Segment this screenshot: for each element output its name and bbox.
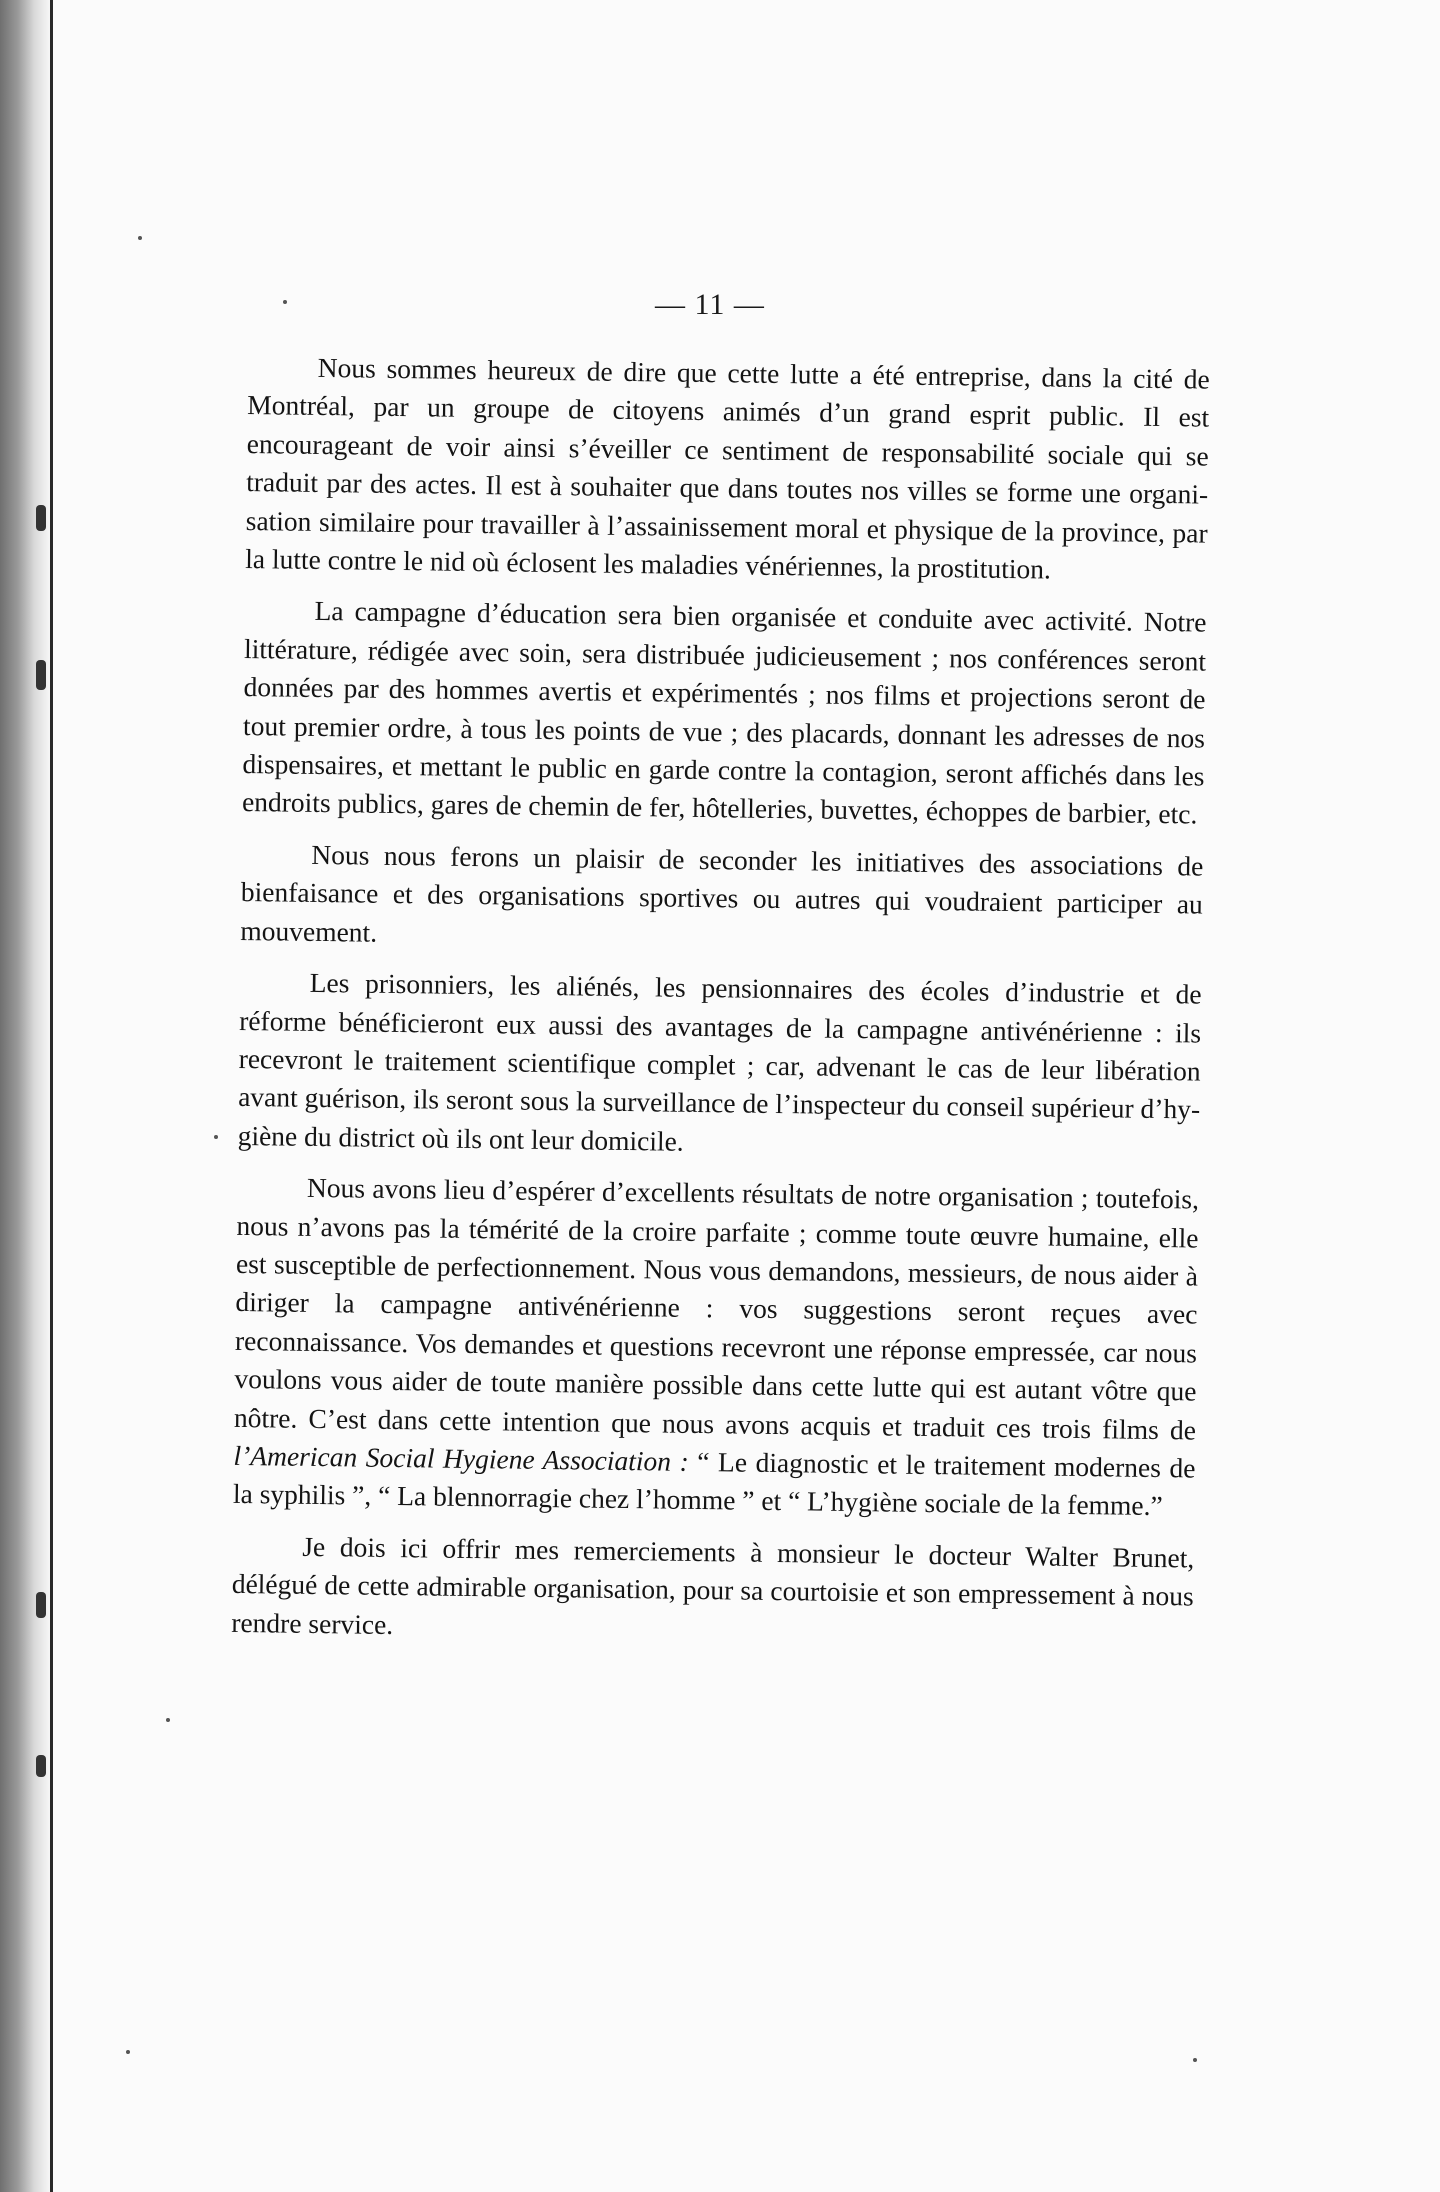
dust-speck xyxy=(126,2050,130,2054)
paragraph-text: Nous avons lieu d’espérer d’excellents résultats de notre organisation ; toutefois, nous n’avons pas la témérité de la croire parfaite ; comme toute œuvre humaine, elle est susceptible de perfectionnement. Nous vous demandons, messieurs, de nous aider à diriger la campagne antivénérienne : vos suggestions seront reçues avec reconnaissance. Vos demandes et questions recevront une réponse empressée, car nous voulons vous aider de toute manière possible dans cette lutte qui est autant vôtre que nôtre. C’est dans cette intention que nous avons acquis et traduit ces trois films de xyxy=(233,1171,1200,1446)
margin-mark xyxy=(36,1755,46,1777)
dust-speck xyxy=(166,1718,170,1722)
page-edge-line xyxy=(50,0,53,2192)
paragraph: Les prisonniers, les aliénés, les pensionnaires des écoles d’industrie et de réforme bénéficieront eux aussi des avantages de la campagne antivénérienne : ils recevront le traitement scientifique complet ; car, advenant le cas de leur libération avant guérison, ils seront sous la surveillance de l’inspecteur du conseil supérieur d’hygiène du district où ils ont leur domicile. xyxy=(237,966,1202,1157)
paragraph xyxy=(233,1168,1199,1526)
margin-mark xyxy=(36,660,46,690)
body-text xyxy=(231,348,1210,1667)
paragraph: Je dois ici offrir mes remerciements à monsieur le docteur Walter Brunet, délégué de cette admirable organisation, pour sa courtoisie et son empressement à nous rendre service. xyxy=(231,1530,1195,1640)
paragraph: Nous sommes heureux de dire que cette lutte a été entreprise, dans la cité de Montréal, par un groupe de citoyens animés d’un grand esprit public. Il est encourageant de voir ainsi s’éveiller ce sentiment de responsabilité sociale qui se traduit par des actes. Il est à souhaiter que dans toutes nos villes se forme une organisation similaire pour travailler à l’assainissement moral et physique de la province, par la lutte contre le nid où éclosent les maladies vénériennes, la prostitution. xyxy=(245,351,1210,585)
dust-speck xyxy=(1193,2058,1197,2062)
dust-speck xyxy=(138,236,142,240)
page-edge-shadow xyxy=(0,0,50,2192)
margin-mark xyxy=(36,1592,46,1618)
paragraph: Nous nous ferons un plaisir de seconder les initiatives des associations de bienfaisance et des organisations sportives ou autres qui voudraient participer au mouvement. xyxy=(240,838,1204,948)
paragraph-text: “ Le diagnostic et le traitement modernes de la syphilis ”, “ La blennorragie chez l’homme ” et “ L’hygiène sociale de la femme.” xyxy=(232,1445,1196,1522)
dust-speck xyxy=(214,1135,218,1139)
page-number: — 11 — xyxy=(655,288,765,321)
organisation-name-italic: l’American Social Hygiene Association : xyxy=(233,1439,689,1477)
margin-mark xyxy=(36,505,46,531)
paragraph: La campagne d’éducation sera bien organisée et conduite avec activité. Notre littérature, rédigée avec soin, sera distribuée judicieusement ; nos conférences seront données par des hommes avertis et expérimentés ; nos films et projections seront de tout premier ordre, à tous les points de vue ; des placards, donnant les adresses de nos dispensaires, et mettant le public en garde contre la contagion, seront affichés dans les endroits publics, gares de chemin de fer, hôtelleries, buvettes, échoppes de barbier, etc. xyxy=(241,595,1207,830)
